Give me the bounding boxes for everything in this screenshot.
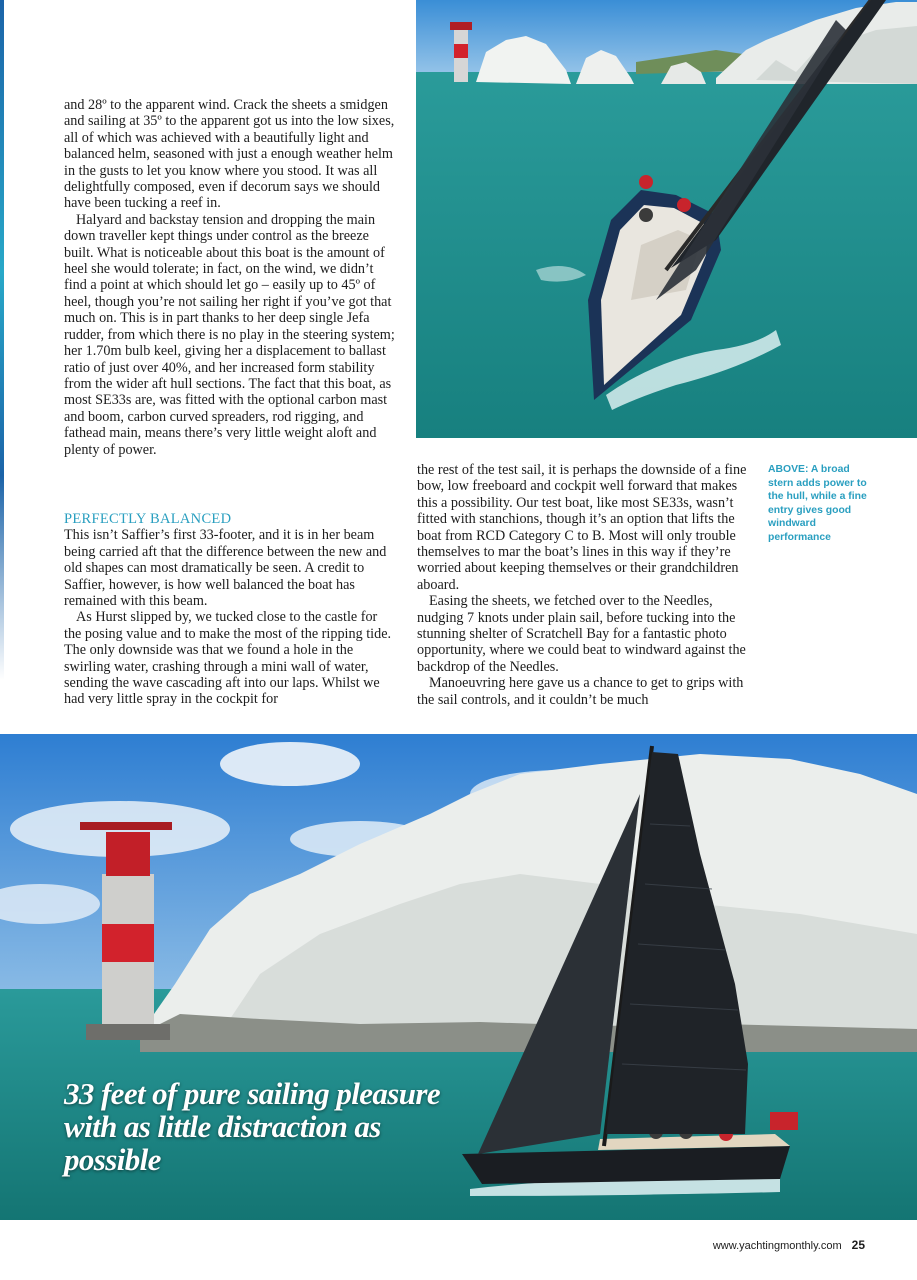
footer-url[interactable]: www.yachtingmonthly.com (712, 1240, 842, 1252)
paragraph: and 28º to the apparent wind. Crack the sheets a smidgen and sailing at 35º to the apparent got us into the low sixes, all of which was achieved with a beautifully light and balanced helm, seasoned with just a enough weather helm in the gusts to let you know where you stood. It was all delightfully composed, even if decorum says we should have been tucking a reef in. (64, 97, 395, 212)
red-ensign-flag (770, 1112, 798, 1130)
lighthouse-gallery (80, 822, 172, 830)
paragraph: As Hurst slipped by, we tucked close to the castle for the posing value and to make the most of the ripping tide. The only downside was that we found a hole in the swirling water, crashing through a mini wall of water, sending the wave cascading aft into our laps. Whilst we had very little spray in the cockpit for (64, 609, 392, 708)
paragraph: Halyard and backstay tension and dropping the main down traveller kept things under control as the breeze built. What is noticeable about this boat is the amount of heel she would tolerate; in fact, on the wind, we didn’t find a point at which should let go – easily up to 45º of heel, though you’re not sailing her right if you’ve got that much on. This is in part thanks to her deep single Jefa rudder, from which there is no play in the steering system; her 1.70m bulb keel, giving her a displacement to ballast ratio of just over 40%, and her increased form stability from the wider aft hull sections. The fact that this boat, as most SE33s are, was fitted with the optional carbon mast and boom, carbon curved spreaders, rod rigging, and fathead main, means there’s very little weight aloft and plenty of power. (64, 211, 395, 458)
photo-caption: ABOVE: A broad stern adds power to the hull, while a fine entry gives good windward performance (768, 464, 867, 543)
paragraph: This isn’t Saffier’s first 33-footer, and it is in her beam being carried aft that the difference between the new and old shapes can most dramatically be seen. A credit to Saffier, however, is how well balanced the boat has remained with this beam. (64, 527, 387, 610)
page-number: 25 (851, 1238, 865, 1252)
lighthouse-band (454, 44, 468, 58)
cloud (220, 742, 360, 786)
article-column-1-section (64, 511, 396, 708)
crew-member-red-2 (677, 198, 691, 212)
lighthouse-red-band (102, 924, 154, 962)
crew-member-dark (639, 208, 653, 222)
page-footer (713, 1238, 865, 1252)
lighthouse-base (86, 1024, 170, 1040)
article-column-2 (417, 462, 747, 708)
left-page-edge (0, 0, 4, 680)
article-column-1-upper (64, 97, 396, 458)
yacht-aerial-illustration (416, 0, 917, 438)
lighthouse-lantern (450, 22, 472, 30)
pull-quote: 33 feet of pure sailing pleasure with as little distraction as possible (64, 1076, 441, 1177)
section-subheading: PERFECTLY BALANCED (64, 511, 232, 527)
top-photo-yacht-aerial (416, 0, 917, 438)
paragraph: Easing the sheets, we fetched over to the Needles, nudging 7 knots under plain sail, before tucking into the stunning shelter of Scratchell Bay for a fantastic photo opportunity, where we could beat to windward against the backdrop of the Needles. (417, 593, 746, 675)
crew-member-red (639, 175, 653, 189)
paragraph: the rest of the test sail, it is perhaps the downside of a fine bow, low freeboard and cockpit well forward that makes this a possibility. Our test boat, like most SE33s, wasn’t fitted with stanchions, though it’s an option that lifts the boat from RCD Category C to B. Most will only trouble themselves to mar the boat’s lines in this way if they’re worried about keeping themselves or their grandchildren aboard. (417, 462, 747, 593)
lighthouse-lantern (106, 832, 150, 876)
paragraph: Manoeuvring here gave us a chance to get to grips with the sail controls, and it couldn’t be much (417, 675, 744, 708)
